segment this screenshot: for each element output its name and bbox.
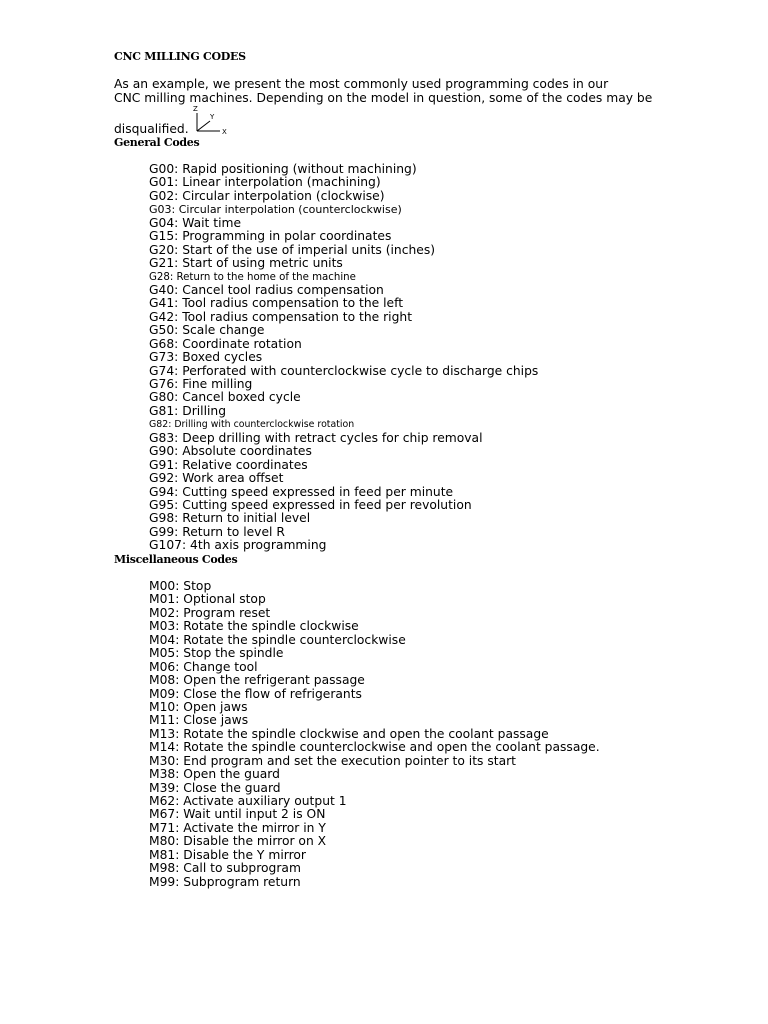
code-item: G92: Work area offset [149, 471, 284, 486]
code-item: M01: Optional stop [149, 592, 266, 607]
x-axis-label: X [222, 128, 227, 135]
code-item: M14: Rotate the spindle counterclockwise and open the coolant passage. [149, 740, 600, 755]
code-item: M08: Open the refrigerant passage [149, 673, 365, 688]
code-item: M67: Wait until input 2 is ON [149, 807, 326, 822]
code-item: M05: Stop the spindle [149, 646, 284, 661]
code-item: G76: Fine milling [149, 377, 253, 391]
y-axis-line [197, 121, 210, 131]
code-item: G00: Rapid positioning (without machining) [149, 162, 417, 176]
code-item: G68: Coordinate rotation [149, 336, 302, 351]
code-item: G73: Boxed cycles [149, 350, 263, 365]
code-item: G41: Tool radius compensation to the left [149, 296, 404, 311]
code-item: G15: Programming in polar coordinates [149, 229, 392, 244]
code-item: G81: Drilling [149, 403, 227, 418]
code-item: G91: Relative coordinates [149, 457, 308, 472]
code-item: M81: Disable the Y mirror [149, 847, 306, 862]
code-item: M99: Subprogram return [149, 874, 301, 889]
code-item: M09: Close the flow of refrigerants [149, 686, 362, 701]
code-item: G107: 4th axis programming [149, 538, 327, 553]
code-item: M98: Call to subprogram [149, 861, 301, 876]
intro-line-1: As an example, we present the most commonly used programming codes in our [114, 77, 609, 91]
code-item: M10: Open jaws [149, 699, 248, 714]
code-item: G50: Scale change [149, 323, 265, 338]
code-item: M62: Activate auxiliary output 1 [149, 794, 347, 808]
code-item: G02: Circular interpolation (clockwise) [149, 188, 385, 203]
code-item: G82: Drilling with counterclockwise rotation [149, 419, 355, 431]
code-item: G94: Cutting speed expressed in feed per minute [149, 484, 454, 499]
code-item: M30: End program and set the execution pointer to its start [149, 753, 516, 768]
code-item: G20: Start of the use of imperial units (inches) [149, 242, 436, 257]
code-item: G04: Wait time [149, 215, 242, 230]
general-codes-heading: General Codes [114, 136, 200, 149]
code-item: G95: Cutting speed expressed in feed per revolution [149, 497, 472, 512]
code-item: G01: Linear interpolation (machining) [149, 175, 381, 190]
code-item: G21: Start of using metric units [149, 256, 343, 271]
code-item: G98: Return to initial level [149, 511, 311, 526]
intro-line-3: disqualified. [114, 122, 189, 136]
code-item: M04: Rotate the spindle counterclockwise [149, 632, 406, 647]
code-item: M11: Close jaws [149, 713, 249, 728]
misc-codes-heading: Miscellaneous Codes [114, 553, 238, 566]
code-item: M02: Program reset [149, 605, 271, 620]
code-item: G42: Tool radius compensation to the right [149, 309, 413, 324]
code-item: G99: Return to level R [149, 524, 285, 539]
code-item: G03: Circular interpolation (counterclockwise) [149, 203, 402, 217]
code-item: G40: Cancel tool radius compensation [149, 282, 384, 297]
code-item: M71: Activate the mirror in Y [149, 820, 326, 835]
code-item: M39: Close the guard [149, 780, 281, 795]
misc-codes-list [149, 580, 600, 889]
y-axis-label: Y [210, 113, 215, 121]
code-item: G80: Cancel boxed cycle [149, 390, 301, 405]
code-item: M80: Disable the mirror on X [149, 834, 327, 849]
intro-line-2: CNC milling machines. Depending on the model in question, some of the codes may be [114, 91, 653, 105]
coordinate-axes-icon [193, 103, 233, 135]
code-item: G83: Deep drilling with retract cycles for chip removal [149, 430, 483, 445]
z-axis-label: Z [193, 105, 198, 113]
code-item: G90: Absolute coordinates [149, 444, 312, 459]
code-item: M06: Change tool [149, 659, 258, 674]
code-item: G74: Perforated with counterclockwise cycle to discharge chips [149, 363, 539, 378]
general-codes-list [149, 163, 538, 553]
code-item: M00: Stop [149, 579, 212, 593]
page-title: CNC MILLING CODES [114, 50, 246, 63]
code-item: M38: Open the guard [149, 767, 280, 782]
code-item: M13: Rotate the spindle clockwise and open the coolant passage [149, 726, 549, 741]
code-item: G28: Return to the home of the machine [149, 271, 356, 283]
code-item: M03: Rotate the spindle clockwise [149, 619, 359, 634]
